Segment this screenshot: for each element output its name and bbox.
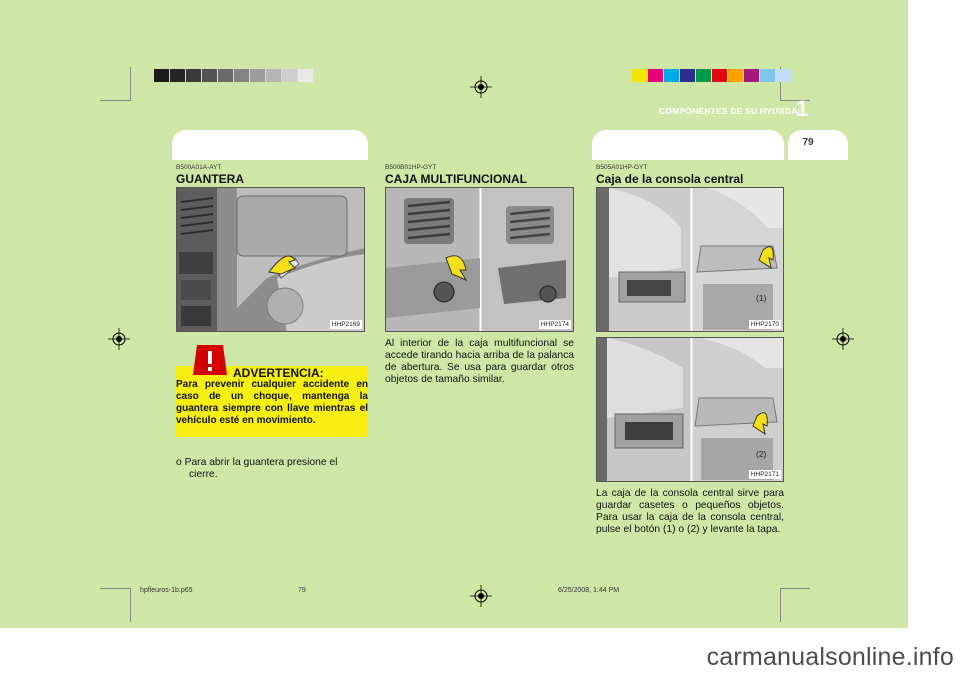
left-tab-title: CAJA PARA GUARDAR OBJETOS (186, 133, 336, 162)
photo-label: HHP2169 (331, 321, 360, 328)
color-swatch (266, 69, 282, 82)
warning-title: ADVERTENCIA: (233, 366, 324, 380)
photo-label: HHP2170 (750, 321, 779, 328)
crop-mark (100, 100, 130, 101)
color-swatch (744, 69, 760, 82)
photo-label: HHP2171 (750, 471, 779, 478)
section-heading: CAJA MULTIFUNCIONAL (385, 172, 527, 186)
footer-file: hpfleuros-1b.p65 (140, 587, 193, 594)
color-swatch (648, 69, 664, 82)
color-swatch (298, 69, 314, 82)
multifunction-box-photo (385, 187, 574, 332)
registration-target-icon (108, 328, 130, 350)
color-swatch (632, 69, 648, 82)
console-box-illustration-1 (597, 188, 784, 332)
registration-target-icon (470, 585, 492, 607)
crop-mark (130, 67, 131, 101)
page-number: 79 (802, 137, 814, 148)
section-heading: Caja de la consola central (596, 172, 744, 186)
grayscale-color-bar (154, 69, 314, 82)
warning-text: Para prevenir cualquier accidente en caso de un choque, mantenga la guantera siempre con llave mientras el vehículo esté en movimiento. (176, 379, 368, 426)
section-number: 1 (796, 96, 809, 121)
color-swatch (250, 69, 266, 82)
color-swatch (234, 69, 250, 82)
color-swatch (664, 69, 680, 82)
crop-mark (780, 588, 810, 589)
crop-mark (100, 588, 130, 589)
photo-label: HHP2174 (540, 321, 569, 328)
section-code: B500A01A-AYT (176, 164, 222, 171)
section-title: COMPONENTES DE SU HYUNDAI (658, 106, 800, 116)
callout-label: (1) (756, 293, 767, 303)
color-swatch (170, 69, 186, 82)
warning-icon (193, 345, 227, 375)
color-swatch (282, 69, 298, 82)
color-swatch (218, 69, 234, 82)
console-box-illustration-2 (597, 338, 784, 482)
section-code: B505A01HP-GYT (596, 164, 648, 171)
color-swatch (186, 69, 202, 82)
console-box-photo-2 (596, 337, 784, 482)
section-code: B500B01HP-GYT (385, 164, 437, 171)
callout-label: (2) (756, 449, 767, 459)
multifunction-box-illustration (386, 188, 574, 332)
cmyk-color-bar (632, 69, 792, 82)
body-text: La caja de la consola central sirve para guardar casetes o pequeños objetos. Para usar la caja de la consola central, pulse el botón (1) o (2) y levante la tapa. (596, 488, 784, 535)
registration-target-icon (832, 328, 854, 350)
footer-page: 79 (298, 587, 306, 594)
right-tab-title: COMPARTIMENTO DE LA CONSOLA CENTRAL (606, 133, 769, 162)
color-swatch (728, 69, 744, 82)
instruction-text: o Para abrir la guantera presione el cierre. (176, 457, 338, 480)
section-heading: GUANTERA (176, 172, 244, 186)
color-swatch (680, 69, 696, 82)
crop-mark (130, 588, 131, 622)
color-swatch (696, 69, 712, 82)
crop-mark (780, 588, 781, 622)
color-swatch (202, 69, 218, 82)
footer-date: 6/25/2008, 1:44 PM (558, 587, 620, 594)
color-swatch (760, 69, 776, 82)
color-swatch (154, 69, 170, 82)
registration-target-icon (470, 76, 492, 98)
color-swatch (712, 69, 728, 82)
watermark: carmanualsonline.info (706, 643, 954, 671)
console-box-photo-1 (596, 187, 784, 332)
color-swatch (776, 69, 792, 82)
body-text: Al interior de la caja multifuncional se accede tirando hacia arriba de la palanca de abertura. Se usa para guardar otros objetos de tamaño similar. (385, 338, 574, 385)
glove-box-illustration (177, 188, 365, 332)
glove-box-photo (176, 187, 365, 332)
